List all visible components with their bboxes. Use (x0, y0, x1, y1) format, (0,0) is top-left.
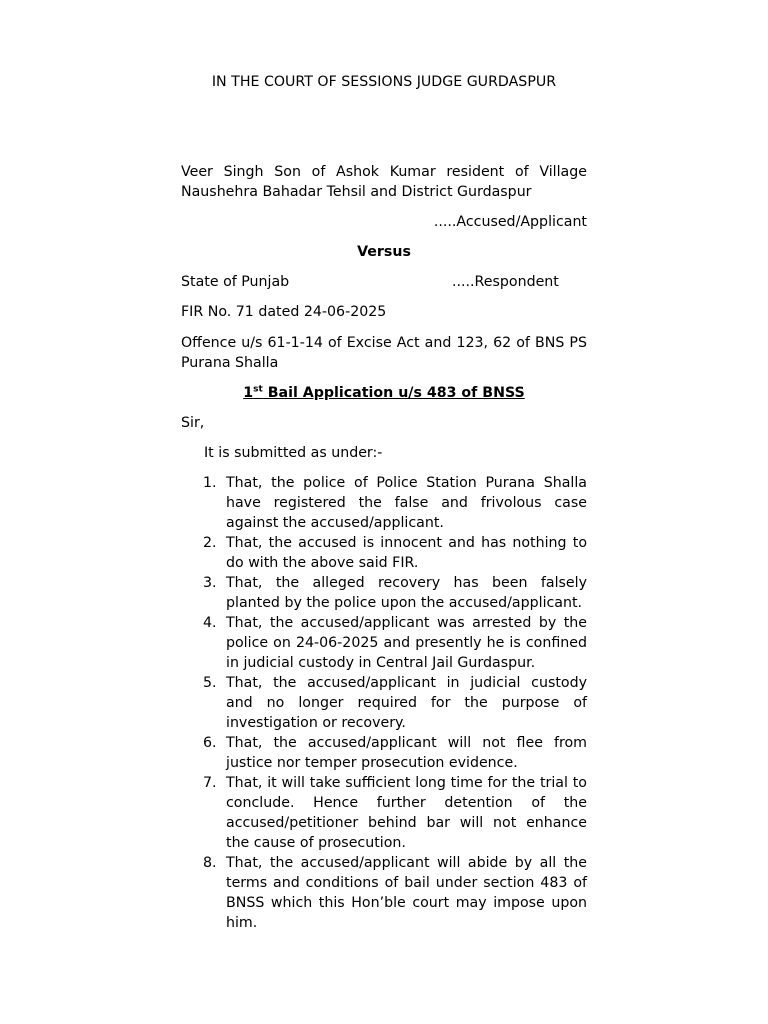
list-item-text: That, the alleged recovery has been falsely planted by the police upon the accused/applicant. (226, 575, 587, 611)
applicant-details: Veer Singh Son of Ashok Kumar resident of Village Naushehra Bahadar Tehsil and District Gurdaspur (181, 164, 587, 200)
grounds-list (181, 473, 587, 933)
list-item (181, 673, 587, 733)
list-item (181, 773, 587, 853)
list-item-number: 4. (203, 615, 217, 631)
offence-details: Offence u/s 61-1-14 of Excise Act and 123, 62 of BNS PS Purana Shalla (181, 335, 587, 371)
list-item-number: 8. (203, 855, 217, 871)
application-title (181, 383, 587, 403)
list-item-number: 7. (203, 775, 217, 791)
list-item-number: 2. (203, 535, 217, 551)
respondent-role: .....Respondent (452, 274, 559, 290)
list-item (181, 733, 587, 773)
list-item-text: That, it will take sufficient long time for the trial to conclude. Hence further detention of the accused/petitioner behind bar will not enhance the cause of prosecution. (226, 775, 587, 851)
application-title-text: Bail Application u/s 483 of BNSS (262, 385, 525, 401)
list-item-text: That, the police of Police Station Purana Shalla have registered the false and frivolous case against the accused/applicant. (226, 475, 587, 531)
list-item-text: That, the accused/applicant will not flee from justice nor temper prosecution evidence. (226, 735, 587, 771)
intro-text: It is submitted as under:- (204, 445, 383, 461)
list-item-number: 5. (203, 675, 217, 691)
list-item-text: That, the accused/applicant will abide by all the terms and conditions of bail under section 483 of BNSS which this Hon’ble court may impose upon him. (226, 855, 587, 931)
salutation: Sir, (181, 415, 205, 431)
court-title: IN THE COURT OF SESSIONS JUDGE GURDASPUR (211, 74, 557, 90)
fir-details: FIR No. 71 dated 24-06-2025 (181, 304, 387, 320)
list-item (181, 613, 587, 673)
list-item-number: 3. (203, 575, 217, 591)
list-item-number: 1. (203, 475, 217, 491)
respondent-name: State of Punjab (181, 274, 290, 290)
list-item (181, 533, 587, 573)
list-item (181, 573, 587, 613)
applicant-role: .....Accused/Applicant (433, 214, 587, 230)
versus-heading: Versus (357, 244, 411, 260)
application-title-suffix: st (253, 384, 263, 395)
list-item (181, 473, 587, 533)
list-item (181, 853, 587, 933)
list-item-text: That, the accused/applicant in judicial custody and no longer required for the purpose of investigation or recovery. (226, 675, 587, 731)
list-item-number: 6. (203, 735, 217, 751)
list-item-text: That, the accused is innocent and has nothing to do with the above said FIR. (226, 535, 587, 571)
list-item-text: That, the accused/applicant was arrested by the police on 24-06-2025 and presently he is confined in judicial custody in Central Jail Gurdaspur. (226, 615, 587, 671)
application-title-number: 1 (243, 385, 254, 401)
